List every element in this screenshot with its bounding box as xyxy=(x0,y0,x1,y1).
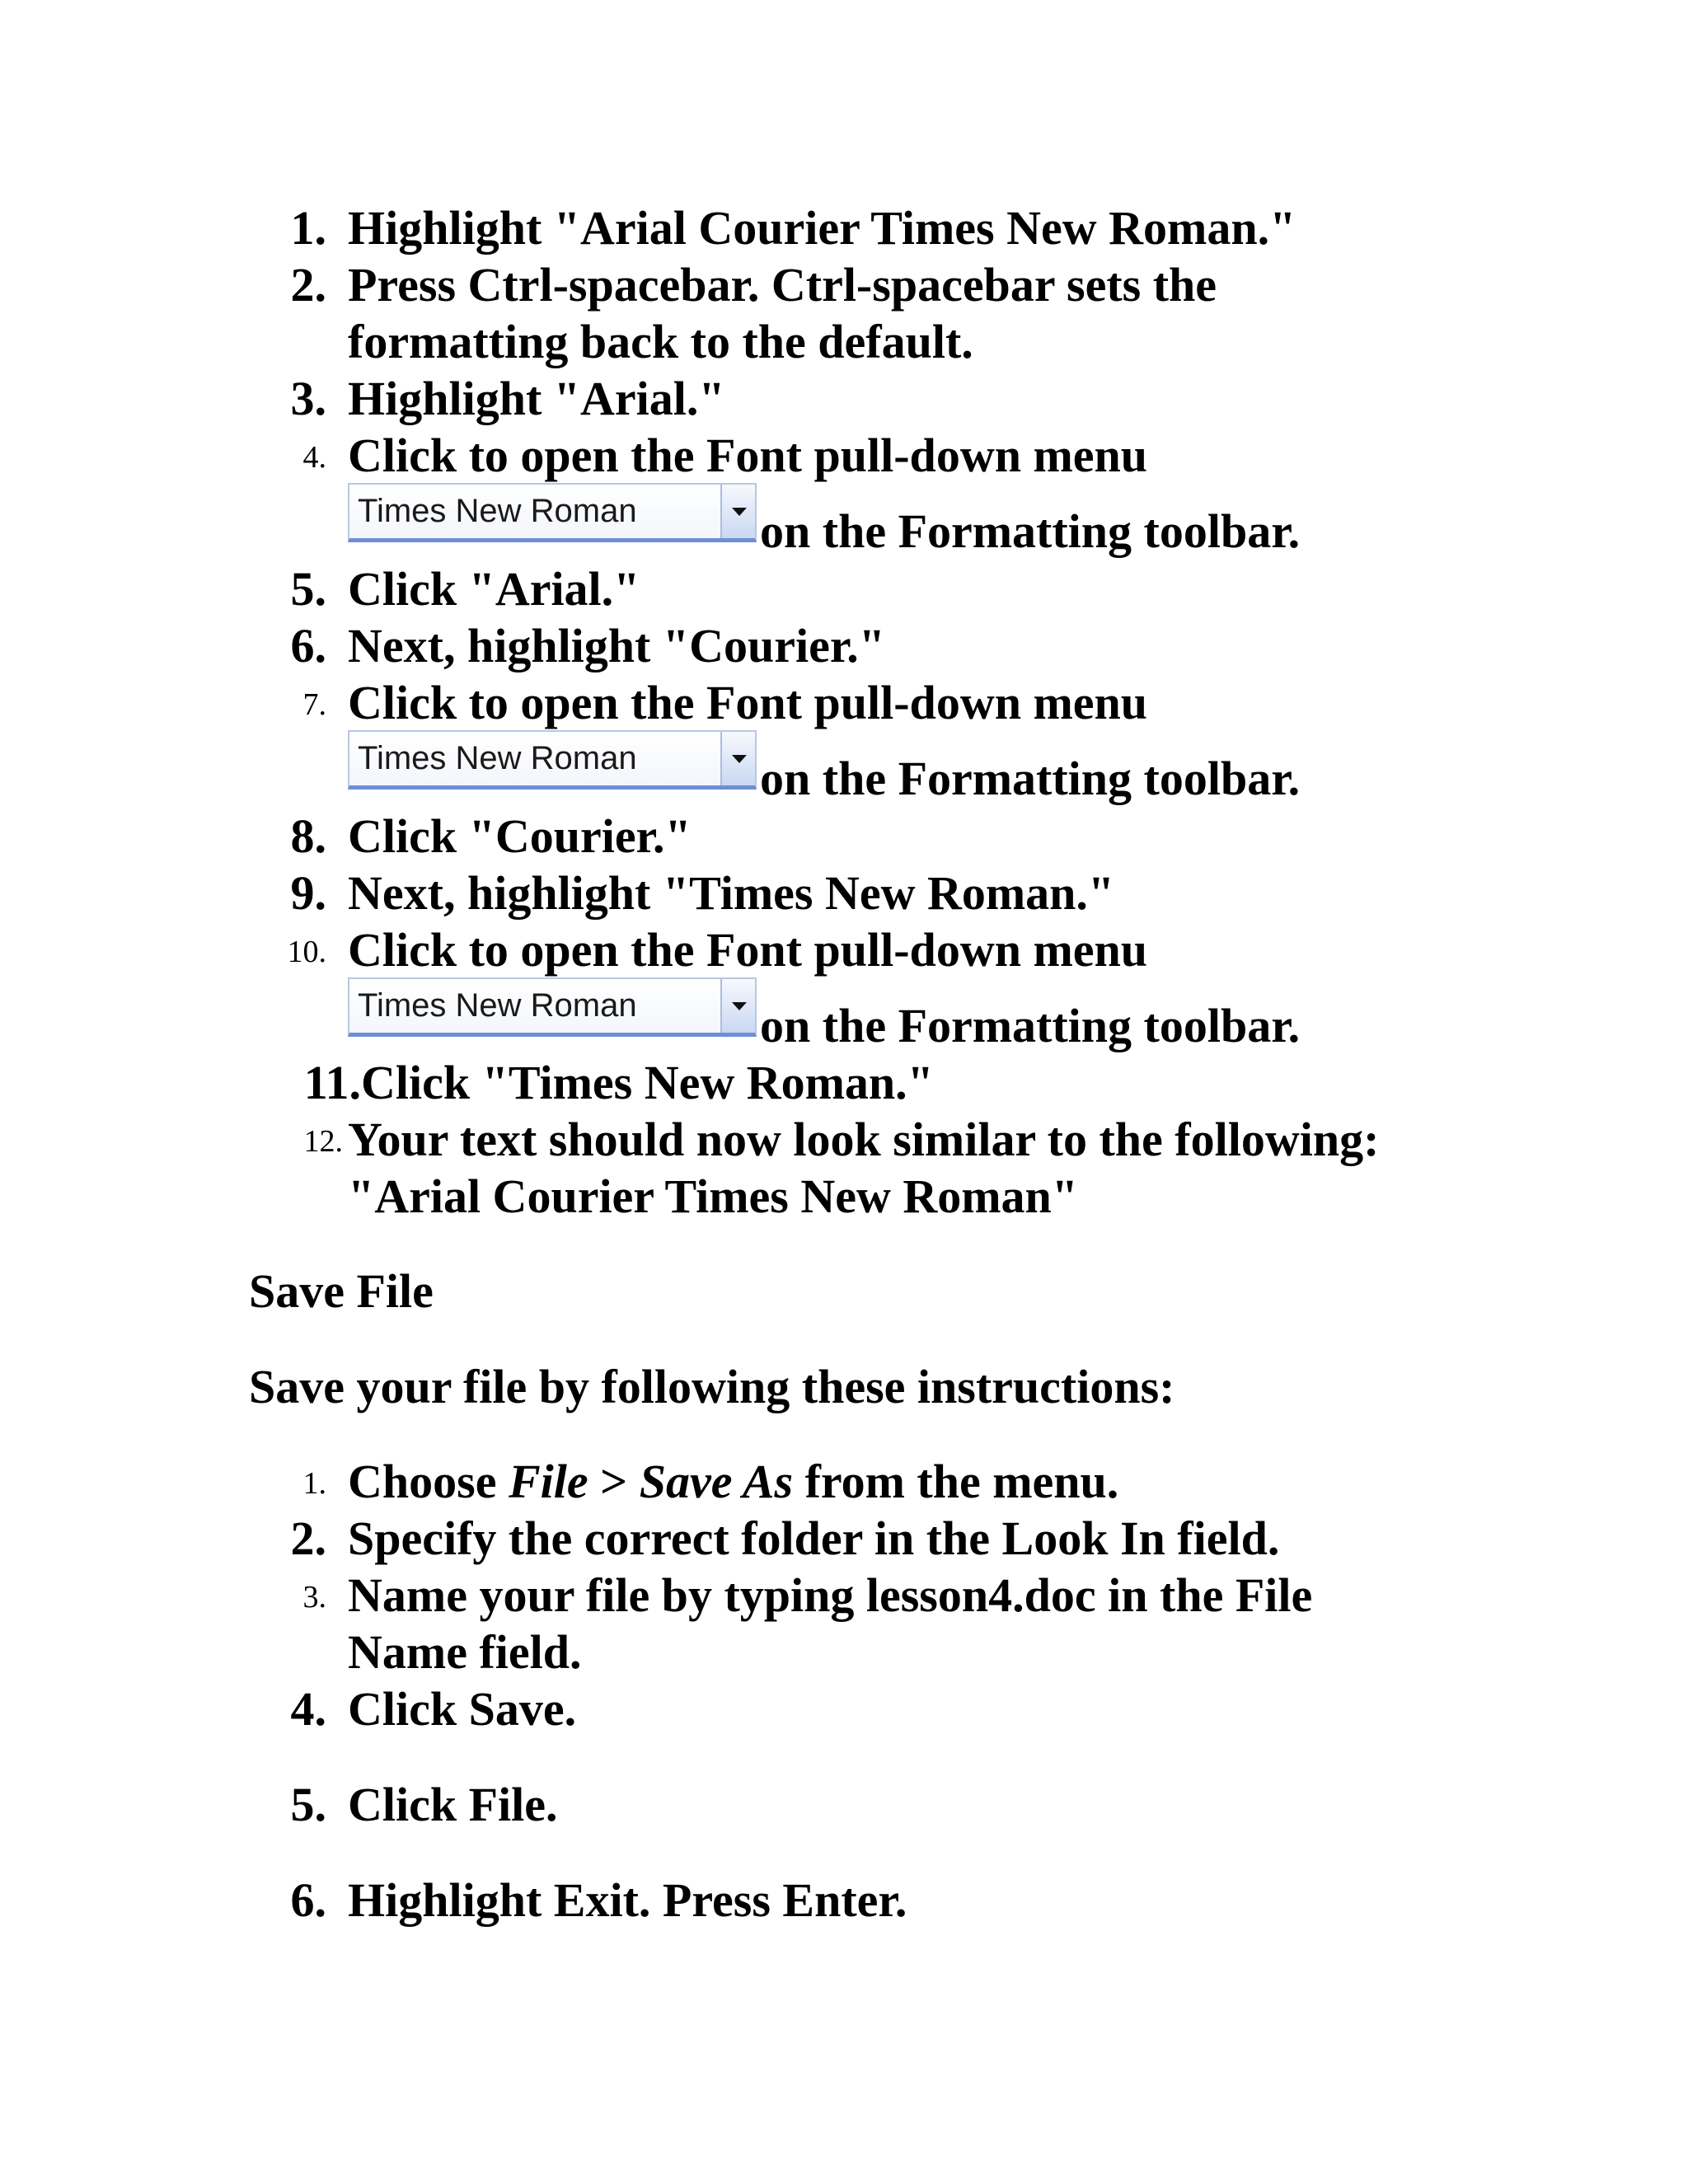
list2-item-6-number: 6. xyxy=(290,1873,326,1927)
list2-item-3-text-line-1: Name your file by typing lesson4.doc in the File xyxy=(348,1568,1313,1622)
list2-item-1-part-end: from the menu. xyxy=(793,1455,1119,1508)
chevron-down-icon xyxy=(732,1002,747,1010)
font-dropdown-2-button[interactable] xyxy=(720,732,755,785)
section-intro: Save your file by following these instructions: xyxy=(249,1360,1175,1413)
font-dropdown-3[interactable] xyxy=(348,977,757,1037)
list1-item-5-number: 5. xyxy=(290,562,326,616)
list1-item-7-text-after: on the Formatting toolbar. xyxy=(760,752,1301,805)
list1-item-4-number: 4. xyxy=(302,440,326,475)
list2-item-2-number: 2. xyxy=(290,1511,326,1565)
list1-item-4-text-after: on the Formatting toolbar. xyxy=(760,504,1301,558)
list2-item-4-text: Click Save. xyxy=(348,1682,577,1736)
list2-item-1-part-1: Choose xyxy=(348,1455,509,1508)
list1-item-9-text: Next, highlight "Times New Roman." xyxy=(348,866,1115,920)
chevron-down-icon xyxy=(732,508,747,516)
list1-item-2-text-line-1: Press Ctrl-spacebar. Ctrl-spacebar sets the xyxy=(348,258,1217,312)
list1-item-4-text: Click to open the Font pull-down menu xyxy=(348,429,1148,482)
list1-item-12-text-line-2: "Arial Courier Times New Roman" xyxy=(348,1169,1079,1223)
list1-item-6-text: Next, highlight "Courier." xyxy=(348,619,885,673)
list1-item-3-text: Highlight "Arial." xyxy=(348,372,725,425)
list2-item-3-number: 3. xyxy=(302,1580,326,1615)
font-dropdown-3-value: Times New Roman xyxy=(358,987,637,1024)
section-heading: Save File xyxy=(249,1264,434,1318)
list1-item-1-number: 1. xyxy=(290,201,326,255)
list1-item-8-number: 8. xyxy=(290,809,326,863)
list1-item-1-text: Highlight "Arial Courier Times New Roman." xyxy=(348,201,1296,255)
list1-item-7-number: 7. xyxy=(302,687,326,722)
list1-item-10-number: 10. xyxy=(287,935,326,969)
list1-item-11-number: 11. xyxy=(303,1056,361,1109)
list1-item-2-text-line-2: formatting back to the default. xyxy=(348,315,973,368)
list2-item-6-text: Highlight Exit. Press Enter. xyxy=(348,1873,907,1927)
font-dropdown-1-button[interactable] xyxy=(720,485,755,538)
list2-item-3-text-line-2: Name field. xyxy=(348,1625,582,1679)
list2-item-1-part-save-as: Save As xyxy=(639,1455,794,1508)
font-dropdown-3-button[interactable] xyxy=(720,979,755,1033)
list2-item-4-number: 4. xyxy=(290,1682,326,1736)
list1-item-9-number: 9. xyxy=(290,866,326,920)
list1-item-10-text-after: on the Formatting toolbar. xyxy=(760,999,1301,1052)
font-dropdown-1-value: Times New Roman xyxy=(358,493,637,529)
list1-item-2-number: 2. xyxy=(290,258,326,312)
list1-item-12-text-line-1: Your text should now look similar to the following: xyxy=(348,1113,1380,1166)
list1-item-10-text: Click to open the Font pull-down menu xyxy=(348,923,1148,977)
list1-item-12-number: 12. xyxy=(303,1124,343,1159)
chevron-down-icon xyxy=(732,755,747,763)
font-dropdown-1[interactable] xyxy=(348,483,757,542)
list1-item-6-number: 6. xyxy=(290,619,326,673)
list1-item-5-text: Click "Arial." xyxy=(348,562,640,616)
list1-item-11-text: Click "Times New Roman." xyxy=(361,1056,934,1109)
list1-item-3-number: 3. xyxy=(290,372,326,425)
list1-item-7-text: Click to open the Font pull-down menu xyxy=(348,676,1148,729)
font-dropdown-2-value: Times New Roman xyxy=(358,740,637,776)
list2-item-2-text: Specify the correct folder in the Look In field. xyxy=(348,1511,1280,1565)
list2-item-1-part-file: File xyxy=(508,1455,588,1508)
list2-item-1-part-separator: > xyxy=(588,1455,640,1508)
list2-item-1-text xyxy=(348,1455,1118,1509)
list1-item-8-text: Click "Courier." xyxy=(348,809,692,863)
list2-item-1-number: 1. xyxy=(302,1466,326,1501)
list2-item-5-text: Click File. xyxy=(348,1778,558,1831)
list2-item-5-number: 5. xyxy=(290,1778,326,1831)
font-dropdown-2[interactable] xyxy=(348,730,757,790)
